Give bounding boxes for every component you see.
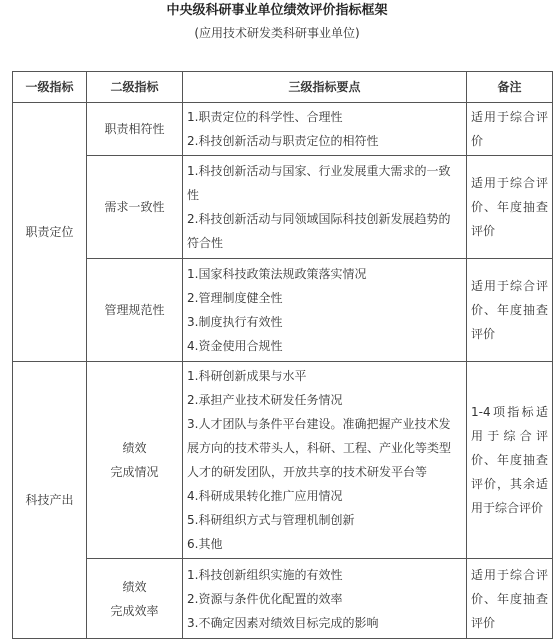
point-item: 4.资金使用合规性 xyxy=(187,339,283,353)
level1-cell: 科技产出 xyxy=(13,362,87,639)
point-item: 2.承担产业技术研发任务情况 xyxy=(187,393,343,407)
indicator-table xyxy=(12,71,553,639)
table-row xyxy=(13,362,553,559)
level1-cell: 职责定位 xyxy=(13,103,87,362)
level2-cell xyxy=(87,259,183,362)
table-row xyxy=(13,103,553,156)
point-item: 3.人才团队与条件平台建设。准确把握产业技术发展方向的技术带头人，科研、工程、产业化等类型人才的研发团队，开放共享的技术研发平台等 xyxy=(187,417,452,479)
document-subtitle: (应用技术研发类科研事业单位) xyxy=(194,26,360,40)
level2-cell xyxy=(87,362,183,559)
point-item: 1.职责定位的科学性、合理性 xyxy=(187,110,343,124)
point-item: 4.科研成果转化推广应用情况 xyxy=(187,489,343,503)
header-note: 备注 xyxy=(467,72,553,103)
header-level2: 二级指标 xyxy=(87,72,183,103)
level2-label: 职责相符性 xyxy=(104,122,165,136)
document-title: 中央级科研事业单位绩效评价指标框架 xyxy=(166,3,388,18)
header-row xyxy=(13,72,553,103)
point-item: 5.科研组织方式与管理机制创新 xyxy=(187,513,355,527)
note-cell: 1-4项指标适用于综合评价、年度抽查评价，其余适用于综合评价 xyxy=(467,362,553,559)
point-item: 2.科技创新活动与同领域国际科技创新发展趋势的符合性 xyxy=(187,212,451,250)
point-item: 3.不确定因素对绩效目标完成的影响 xyxy=(187,615,379,630)
note-cell: 适用于综合评价、年度抽查评价 xyxy=(467,559,553,639)
level2-label: 管理规范性 xyxy=(104,303,165,317)
level3-cell xyxy=(183,559,467,639)
point-item: 3.制度执行有效性 xyxy=(187,315,283,329)
point-item: 1.科技创新活动与国家、行业发展重大需求的一致性 xyxy=(187,164,451,202)
level2-cell xyxy=(87,103,183,156)
note-cell: 适用于综合评价、年度抽查评价 xyxy=(467,259,553,362)
point-item: 1.科技创新组织实施的有效性 xyxy=(187,567,343,582)
level2-label: 绩效 xyxy=(122,579,147,594)
point-item: 1.国家科技政策法规政策落实情况 xyxy=(187,267,367,281)
level3-cell xyxy=(183,156,467,259)
point-item: 2.科技创新活动与职责定位的相符性 xyxy=(187,134,379,148)
table-row xyxy=(13,559,553,639)
level3-cell xyxy=(183,103,467,156)
point-item: 1.科研创新成果与水平 xyxy=(187,369,307,383)
note-cell: 适用于综合评价 xyxy=(467,103,553,156)
header-level1: 一级指标 xyxy=(13,72,87,103)
header-level3: 三级指标要点 xyxy=(183,72,467,103)
point-item: 2.管理制度健全性 xyxy=(187,291,283,305)
note-cell: 适用于综合评价、年度抽查评价 xyxy=(467,156,553,259)
table-row xyxy=(13,156,553,259)
point-item: 2.资源与条件优化配置的效率 xyxy=(187,591,343,606)
level2-label: 绩效 xyxy=(122,441,147,455)
level2-cell xyxy=(87,156,183,259)
level2-label: 需求一致性 xyxy=(104,200,165,214)
level3-cell xyxy=(183,362,467,559)
level2-label: 完成情况 xyxy=(110,465,159,479)
point-item: 6.其他 xyxy=(187,537,223,551)
level2-label: 完成效率 xyxy=(110,603,159,618)
level2-cell xyxy=(87,559,183,639)
table-row xyxy=(13,259,553,362)
level3-cell xyxy=(183,259,467,362)
